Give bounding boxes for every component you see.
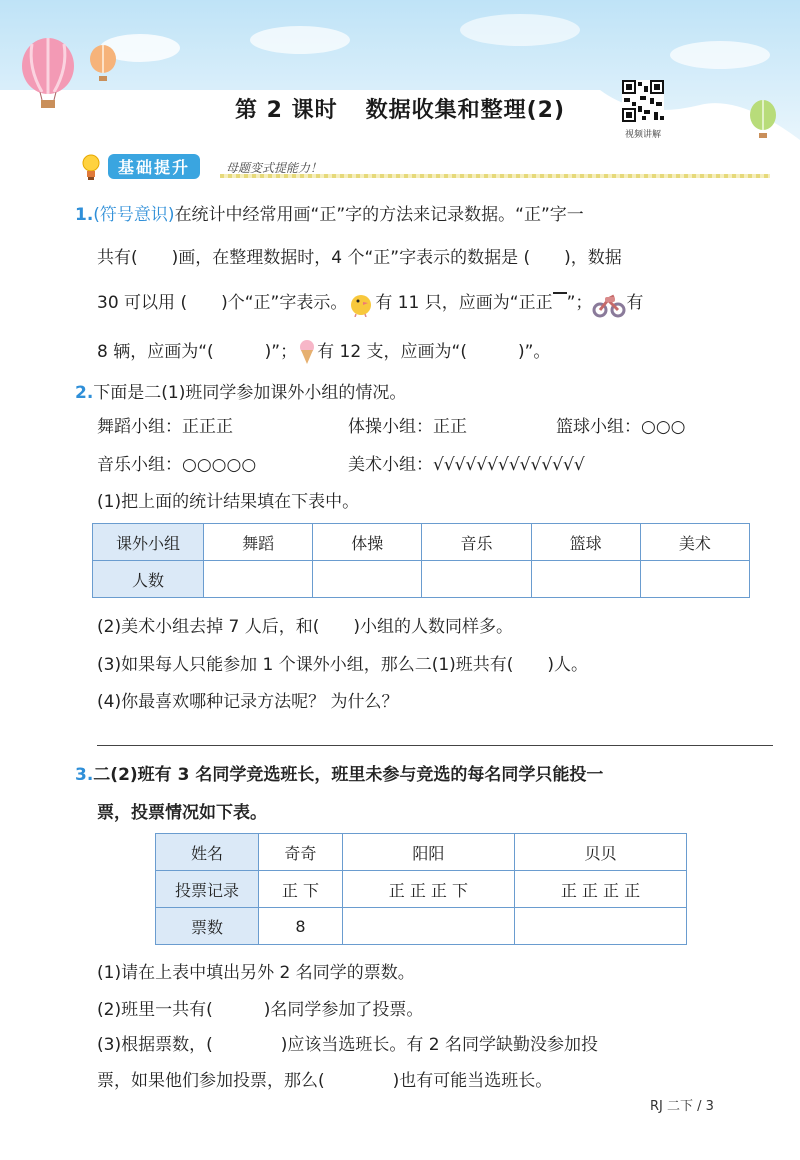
q1-number: 1. xyxy=(75,205,94,225)
q2-part-3: (3)如果每人只能参加 1 个课外小组，那么二(1)班共有( )人。 xyxy=(97,655,589,675)
q3-table xyxy=(155,833,687,945)
q2-intro: 2.下面是二(1)班同学参加课外小组的情况。 xyxy=(75,383,407,403)
chick-icon xyxy=(347,289,375,317)
section-subtitle: 母题变式提能力！ xyxy=(226,161,323,175)
answer-cell[interactable] xyxy=(313,561,422,598)
lesson-label: 第 2 课时 xyxy=(234,98,338,123)
q2-group-gymnastics: 体操小组：正正 xyxy=(348,417,467,437)
table-header: 舞蹈 xyxy=(204,524,313,561)
lesson-topic: 数据收集和整理(2) xyxy=(365,98,566,123)
table-header: 贝贝 xyxy=(514,834,686,871)
section-header xyxy=(80,152,780,182)
section-label: 基础提升 xyxy=(108,154,200,179)
vote-record: 正 正 正 下 xyxy=(342,871,514,908)
q2-number: 2. xyxy=(75,383,94,403)
q3-part-3-line-2: 票，如果他们参加投票，那么( )也有可能当选班长。 xyxy=(97,1071,553,1091)
row-label: 票数 xyxy=(156,908,259,945)
table-row xyxy=(93,561,750,598)
row-label: 投票记录 xyxy=(156,871,259,908)
partial-stroke-mark xyxy=(553,292,567,300)
qr-caption: 视频讲解 xyxy=(624,130,661,140)
q2-group-dance: 舞蹈小组：正正正 xyxy=(97,417,233,437)
motorcycle-icon xyxy=(592,288,626,318)
lesson-title xyxy=(0,93,800,124)
q1-line-2: 共有( )画，在整理数据时，4 个“正”字表示的数据是 ( )，数据 xyxy=(97,248,622,268)
q2-part-2: (2)美术小组去掉 7 人后，和( )小组的人数同样多。 xyxy=(97,617,513,637)
answer-line[interactable] xyxy=(97,745,773,746)
q1-line-3: 30 可以用 ( )个“正”字表示。 有 11 只，应画为“正正 ”； 有 xyxy=(97,288,643,318)
ice-cream-icon xyxy=(297,339,317,365)
qr-code-icon[interactable] xyxy=(622,80,664,122)
table-header: 美术 xyxy=(640,524,749,561)
table-header: 阳阳 xyxy=(342,834,514,871)
q2-part-1: (1)把上面的统计结果填在下表中。 xyxy=(97,492,360,512)
answer-cell[interactable] xyxy=(204,561,313,598)
table-header: 姓名 xyxy=(156,834,259,871)
row-label: 人数 xyxy=(93,561,204,598)
vote-count: 8 xyxy=(259,908,343,945)
q1-line-1: 1.(符号意识)在统计中经常用画“正”字的方法来记录数据。“正”字一 xyxy=(75,205,584,225)
q3-part-1: (1)请在上表中填出另外 2 名同学的票数。 xyxy=(97,963,415,983)
q3-line-1: 3.二(2)班有 3 名同学竞选班长，班里未参与竞选的每名同学只能投一 xyxy=(75,765,604,785)
table-row xyxy=(156,908,687,945)
answer-cell[interactable] xyxy=(640,561,749,598)
q2-group-art: 美术小组：√√√√√√√√√√√√√√ xyxy=(348,455,585,475)
orange-balloon-icon xyxy=(88,45,118,83)
table-header: 课外小组 xyxy=(93,524,204,561)
q2-group-basketball: 篮球小组：○○○ xyxy=(556,417,686,437)
vote-count[interactable] xyxy=(342,908,514,945)
table-header: 体操 xyxy=(313,524,422,561)
q1-line-4: 8 辆，应画为“( )”； 有 12 支，应画为“( )”。 xyxy=(97,337,550,365)
q3-number: 3. xyxy=(75,765,94,785)
table-row xyxy=(156,834,687,871)
table-row xyxy=(93,524,750,561)
q2-group-music: 音乐小组：○○○○○ xyxy=(97,455,257,475)
page-number: RJ 二下 / 3 xyxy=(650,1099,714,1114)
q3-part-2: (2)班里一共有( )名同学参加了投票。 xyxy=(97,1000,424,1020)
q3-line-2: 票，投票情况如下表。 xyxy=(97,803,267,823)
table-header: 音乐 xyxy=(422,524,531,561)
answer-cell[interactable] xyxy=(531,561,640,598)
vote-count[interactable] xyxy=(514,908,686,945)
q2-table xyxy=(92,523,750,598)
q2-part-4: (4)你最喜欢哪种记录方法呢？ 为什么？ xyxy=(97,692,399,712)
vote-record: 正 正 正 正 xyxy=(514,871,686,908)
table-header: 奇奇 xyxy=(259,834,343,871)
table-row xyxy=(156,871,687,908)
answer-cell[interactable] xyxy=(422,561,531,598)
q3-part-3-line-1: (3)根据票数，( )应该当选班长。有 2 名同学缺勤没参加投 xyxy=(97,1035,598,1055)
q1-tag: (符号意识) xyxy=(93,205,175,225)
table-header: 篮球 xyxy=(531,524,640,561)
vote-record: 正 下 xyxy=(259,871,343,908)
lightbulb-icon xyxy=(80,152,102,182)
